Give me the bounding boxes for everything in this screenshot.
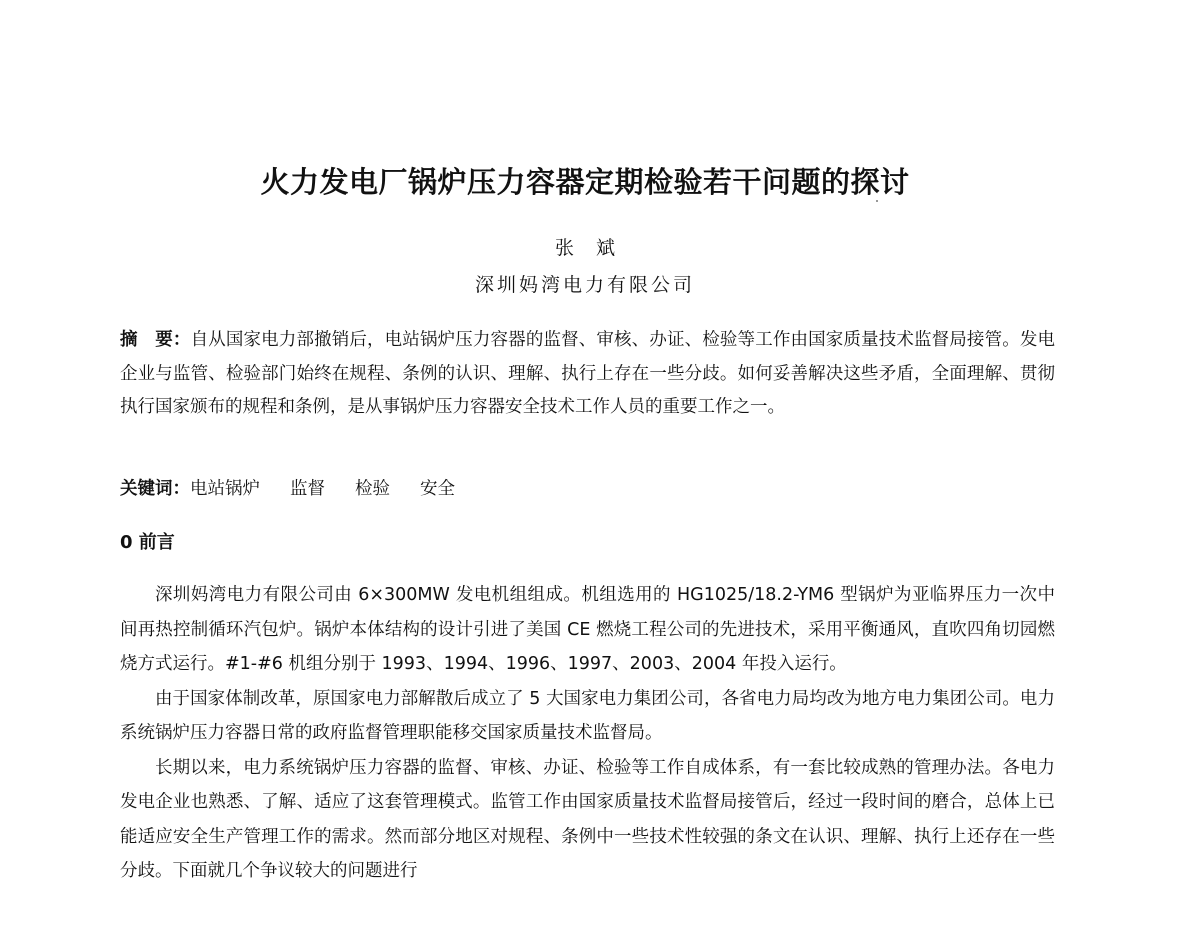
keyword: 电站锅炉	[190, 479, 260, 499]
abstract-text: 自从国家电力部撤销后，电站锅炉压力容器的监督、审核、办证、检验等工作由国家质量技术监督局接管。发电企业与监管、检验部门始终在规程、条例的认识、理解、执行上存在一些分歧。如何妥善解决这些矛盾，全面理解、贯彻执行国家颁布的规程和条例，是从事锅炉压力容器安全技术工作人员的重要工作之一。	[120, 330, 1055, 417]
paper-title: 火力发电厂锅炉压力容器定期检验若干问题的探讨	[260, 165, 910, 199]
paragraph: 长期以来，电力系统锅炉压力容器的监督、审核、办证、检验等工作自成体系，有一套比较成熟的管理办法。各电力发电企业也熟悉、了解、适应了这套管理模式。监管工作由国家质量技术监督局接管后，经过一段时间的磨合，总体上已能适应安全生产管理工作的需求。然而部分地区对规程、条例中一些技术性较强的条文在认识、理解、执行上还存在一些分歧。下面就几个争议较大的问题进行	[120, 757, 1055, 881]
author-affiliation: 深圳妈湾电力有限公司	[474, 274, 695, 296]
author-name: 张斌	[554, 237, 637, 259]
keyword: 安全	[420, 479, 455, 499]
paragraph: 深圳妈湾电力有限公司由 6×300MW 发电机组组成。机组选用的 HG1025/18.2-YM6 型锅炉为亚临界压力一次中间再热控制循环汽包炉。锅炉本体结构的设计引进了美国 CE 燃烧工程公司的先进技术，采用平衡通风，直吹四角切园燃烧方式运行。#1-#6 机组分别于 1993、1994、1996、1997、2003、2004 年投入运行。	[120, 585, 1055, 674]
section-heading: 0 前言	[120, 532, 175, 553]
keyword: 检验	[355, 479, 390, 499]
paragraph: 由于国家体制改革，原国家电力部解散后成立了 5 大国家电力集团公司，各省电力局均改为地方电力集团公司。电力系统锅炉压力容器日常的政府监督管理职能移交国家质量技术监督局。	[120, 688, 1055, 743]
abstract	[120, 324, 1055, 425]
keyword: 监督	[290, 479, 325, 499]
abstract-label: 摘 要：	[120, 330, 191, 350]
keywords	[120, 474, 485, 504]
body-text	[120, 578, 1055, 889]
keywords-label: 关键词：	[120, 479, 190, 499]
scan-speck	[876, 200, 878, 202]
